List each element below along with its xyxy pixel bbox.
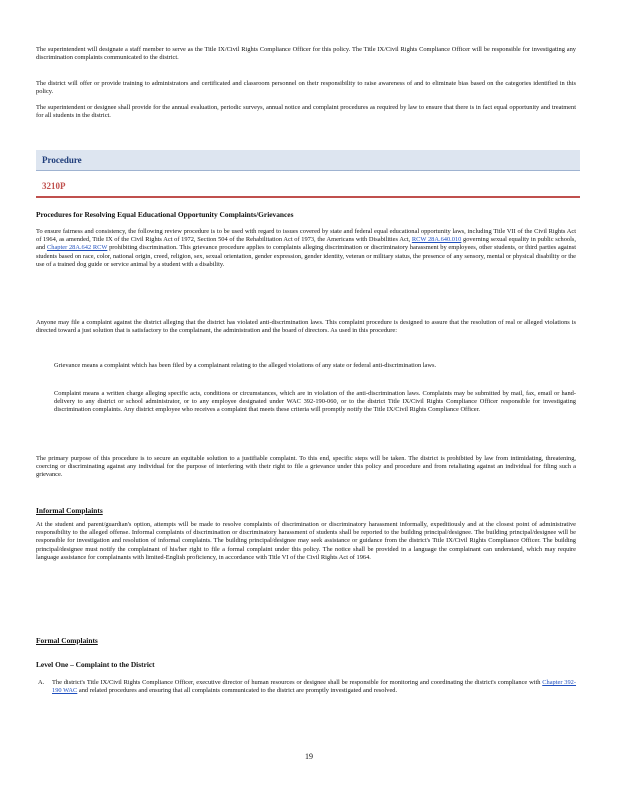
definition-complaint: Complaint means a written charge alleging specific acts, conditions or circumstances, which are in violation of the anti-discrimination laws. Complaints may be submitted by mail, fax, email or hand-delivery to any district or school administrator, or to any employee designated under WAC 392-190-060, or to the district Title IX/Civil Rights Compliance Officer responsible for investigating discrimination complaints. Any district employee who receives a complaint that meets these criteria will promptly notify the Title IX/Civil Rights Compliance Officer. [54, 390, 576, 414]
procedure-code-divider [36, 196, 580, 198]
informal-complaints-heading: Informal Complaints [36, 506, 103, 515]
procedure-code: 3210P [42, 181, 66, 191]
level-one-heading: Level One – Complaint to the District [36, 660, 155, 669]
procedures-paragraph-scope [36, 228, 576, 269]
procedures-paragraph-anyone: Anyone may file a complaint against the district alleging that the district has violated anti-discrimination laws. This complaint procedure is designed to assure that the resolution of real or alleged violations is directed toward a just solution that is satisfactory to the complainant, the administration and the board of directors. As used in this procedure: [36, 319, 576, 335]
scope-text-part3: prohibiting discrimination. This grievance procedure applies to complaints alleging discrimination or discriminatory harassment by employees, other students, or third parties against students based on race, color, national origin, creed, religion, sex, sexual orientation, gender expression, gender identity, veteran or military status, the presence of any sensory, mental or physical disability or the use of a trained dog guide or service animal by a student with a disability. [36, 244, 576, 268]
section-title: Procedure [42, 155, 82, 165]
intro-paragraph-training: The district will offer or provide training to administrators and certificated and classroom personnel on their responsibility to raise awareness of and to eliminate bias based on the categories identified in this policy. [36, 80, 576, 96]
formal-complaints-heading: Formal Complaints [36, 636, 98, 645]
page-number: 19 [305, 752, 313, 761]
banner-divider [36, 170, 580, 171]
procedures-heading: Procedures for Resolving Equal Educational Opportunity Complaints/Grievances [36, 210, 294, 219]
level-one-item-a [52, 679, 576, 695]
item-label: A. [38, 679, 45, 686]
scope-text-part1: To ensure fairness and consistency, the following review procedure is to be used with regard to issues covered by state and federal equal educational opportunity laws, including Title VII of the Civil Rights Act of 1964, as amended, Title IX of the Civil Rights Act of 1972, Section 504 of the Rehabilitation Act of 1973, the Americans with Disabilities Act, [36, 228, 576, 244]
section-banner [36, 150, 580, 170]
scope-text-part2: governing sexual equality in public schools, and [36, 236, 576, 252]
intro-paragraph-evaluation: The superintendent or designee shall provide for the annual evaluation, periodic surveys, annual notice and complaint procedures as required by law to ensure that there is in fact equal opportunity and treatment for all students in the district. [36, 104, 576, 120]
definition-grievance: Grievance means a complaint which has been filed by a complainant relating to the alleged violations of any state or federal anti-discrimination laws. [54, 362, 437, 369]
informal-complaints-text: At the student and parent/guardian's option, attempts will be made to resolve complaints of discrimination or discriminatory harassment informally, expeditiously and at the closest point of administrative responsibility to the alleged offense. Informal complaints of discrimination or discriminatory harassment of students shall be reported to the building principal/designee. The building principal/designee will be responsible for investigation and resolution of informal complaints. The building principal/designee may seek assistance or guidance from the district's Title IX/Civil Rights Compliance Officer. The building principal/designee must notify the complainant of his/her right to file a formal complaint under this policy. The notice shall be provided in a language the complainant can understand, which may require language assistance for complainants with limited-English proficiency, in accordance with Title VI of the Civil Rights Act of 1964. [36, 521, 576, 561]
intro-paragraph-compliance-officer: The superintendent will designate a staff member to serve as the Title IX/Civil Rights Compliance Officer for this policy. The Title IX/Civil Rights Compliance Officer will be responsible for investigating any discrimination complaints communicated to the district. [36, 46, 576, 62]
chapter-rcw-link[interactable]: Chapter 28A.642 RCW [46, 244, 108, 252]
chapter-wac-link[interactable]: Chapter 392-190 WAC [52, 679, 577, 695]
item-a-text-part2: and related procedures and ensuring that all complaints communicated to the district are promptly investigated and resolved. [78, 687, 398, 695]
item-a-text-part1: The district's Title IX/Civil Rights Compliance Officer, executive director of human resources or designee shall be responsible for monitoring and coordinating the district's compliance with [52, 679, 541, 686]
procedures-paragraph-purpose: The primary purpose of this procedure is to secure an equitable solution to a justifiable complaint. To this end, specific steps will be taken. The district is prohibited by law from intimidating, threatening, coercing or discriminating against any individual for the purpose of interfering with their right to file a grievance under this policy and procedure and from retaliating against an individual for filing such a grievance. [36, 455, 576, 479]
rcw-link[interactable]: RCW 28A.640.010 [411, 236, 462, 244]
